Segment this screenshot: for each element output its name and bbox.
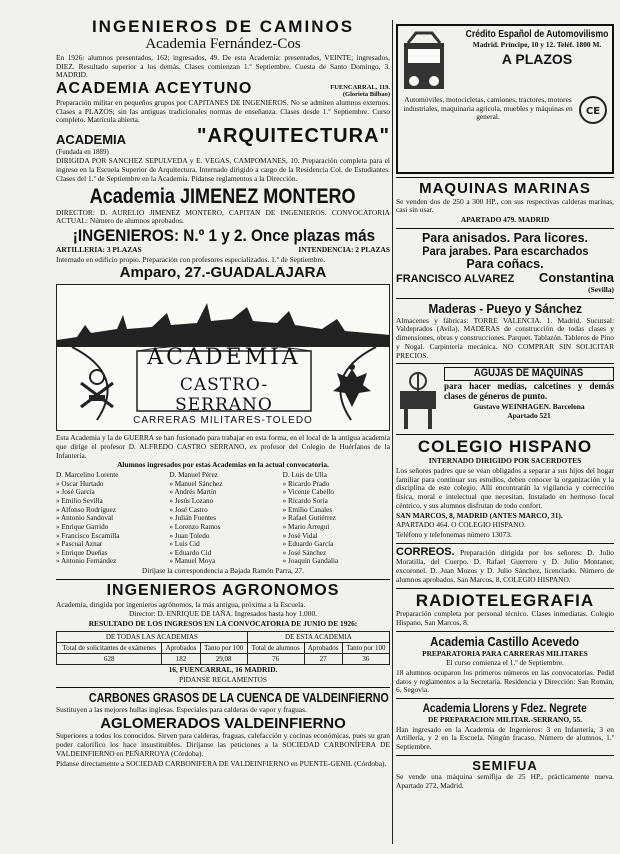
student-name: » Manuel Sánchez — [169, 479, 223, 488]
ad-credito — [396, 24, 614, 174]
ad-arquitectura — [56, 126, 390, 183]
student-name: » Jesús Lozano — [169, 496, 214, 505]
student-name: » Antonio Fernández — [56, 557, 117, 566]
student-name: » Emilio Sevilla — [56, 496, 103, 505]
divider — [396, 434, 614, 435]
jimenez-headline: ¡INGENIEROS: N.º 1 y 2. Once plazas más — [72, 226, 376, 246]
anisados-line3: Para coñacs. — [466, 256, 544, 271]
company-logo-icon — [578, 95, 608, 125]
divider — [396, 228, 614, 229]
student-name: D. Marcelino Lorente — [56, 471, 119, 480]
agronomos-address: 16, FUENCARRAL, 16 MADRID. — [168, 664, 278, 674]
castro-list-col-1 — [56, 471, 163, 566]
ad-caminos — [56, 18, 390, 80]
agronomos-results-table — [56, 631, 390, 665]
ad-castillo-acevedo — [396, 635, 614, 695]
agronomos-title: INGENIEROS AGRONOMOS — [106, 581, 340, 599]
jimenez-text2: Internado en edificio propio. Preparación con profesores especializados. 1.º de Septiembre. — [56, 254, 326, 264]
column-rule — [392, 20, 393, 844]
student-name: » Manuel Moya — [169, 557, 216, 566]
agujas-company: Gustavo WEINHAGEN. Barcelona — [473, 401, 585, 411]
agronomos-text2: Director: D. ENRIQUE DE IAÑA. Ingresados hasta hoy 1.000. — [128, 609, 317, 619]
aceytuno-title: ACADEMIA ACEYTUNO — [56, 80, 253, 98]
castro-list-col-2 — [169, 471, 276, 566]
table-value: 182 — [162, 653, 200, 664]
anisados-line1: Para anisados. Para licores. — [421, 230, 589, 245]
left-column — [56, 18, 390, 848]
table-label: Aprobados — [162, 642, 200, 653]
divider — [396, 363, 614, 364]
jimenez-text: DIRECTOR: D. AURELIO JIMENEZ MONTERO, CAPITAN DE INGENIEROS. CONVOCATORIA ACTUAL: Número de alumnos aprobados. — [56, 207, 390, 226]
svg-text:CE: CE — [585, 106, 601, 117]
jimenez-artilleria: ARTILLERIA: 3 PLAZAS — [56, 244, 142, 254]
student-name: » José García — [56, 488, 95, 497]
castro-caption: CARRERAS MILITARES-TOLEDO — [133, 415, 313, 427]
arquitectura-text: DIRIGIDA POR SANCHEZ SEPULVEDA y E. VEGAS, CAMPOMANES, 10. Preparación completa para el ingreso en la Escuela Superior de Arquitectura. Internado dirigido a cargo de la Residencia Col. de Estudiantes. Clases del 1.º de Septiembre en la Academia. Pídanse reglamentos a la Dirección. — [56, 156, 390, 183]
agujas-apartado: Apartado 521 — [507, 411, 551, 421]
credito-plazos: A PLAZOS — [501, 50, 573, 67]
ad-castro-serrano — [56, 284, 390, 576]
automobile-icon — [402, 29, 446, 95]
jimenez-intendencia: INTENDENCIA: 2 PLAZAS — [298, 244, 390, 254]
ad-carbones — [56, 691, 390, 768]
divider — [56, 579, 390, 580]
maderas-text: Almacenes y fábricas: TORRE VALENCIA. 1. Madrid. Sucursal: Valdeprados (Avila). MADERAS de construcción de todas clases y dimensiones, obras y construcciones. Parquet. Tablazón. Tableros de Pino y Nogal. Carpintería mecánica. NO COMPRAR SIN SOLICITAR PRECIOS. — [396, 315, 614, 360]
castro-footer: Diríjase la correspondencia a Bajada Ramón Parra, 27. — [142, 566, 304, 576]
maderas-title: Maderas - Pueyo y Sánchez — [428, 301, 582, 317]
table-label: Total de alumnos — [247, 642, 304, 653]
table-label: Aprobados — [304, 642, 342, 653]
ad-agujas — [396, 367, 614, 431]
aceytuno-text: Preparación militar en pequeños grupos por CAPITANES DE INGENIEROS. No se admiten alumnos externos. Clases a PLAZOS; sin las antiguas tradicionales normas de enseñanza. Clases desde 1.º Septiembre. Curso completo. Matrícula abierta. — [56, 97, 390, 125]
divider — [396, 698, 614, 699]
colegio-address: SAN MARCOS, 8, MADRID (ANTES MARCO, 31). — [396, 510, 563, 520]
castillo-title: Academia Castillo Acevedo — [430, 633, 580, 649]
table-label: Tanto por 100 — [200, 642, 247, 653]
student-name: » Francisco Escamilla — [56, 531, 120, 540]
colegio-apartado: APARTADO 464. O COLEGIO HISPANO. — [396, 520, 526, 530]
maquinas-text: Se venden dos de 250 a 300 HP., con sus respectivas calderas marinas, casi sin usar. — [396, 196, 614, 215]
maquinas-title: MAQUINAS MARINAS — [419, 180, 591, 197]
anisados-brand: FRANCISCO ALVAREZ — [396, 272, 515, 285]
student-name: » José Castro — [169, 505, 208, 514]
castro-banner-bottom: CASTRO-SERRANO — [175, 375, 273, 416]
table-value: 29,08 — [200, 653, 247, 664]
arquitectura-founded: (Fundada en 1889) — [56, 148, 109, 157]
ad-agronomos — [56, 583, 390, 684]
student-name: » Lorenzo Ramos — [169, 522, 221, 531]
ad-aceytuno — [56, 81, 390, 125]
ad-anisados — [396, 232, 614, 295]
student-name: » José Sánchez — [282, 548, 327, 557]
castro-list-col-3 — [283, 471, 390, 566]
castillo-text1: El curso comienza el 1.º de Septiembre. — [446, 658, 564, 668]
castro-text: Esta Academia y la de GUERRA se han fusionado para trabajar en esta forma, en el local de la antigua academia que dirige el profesor D. ALFREDO CASTRO SERRANO, ex profesor del Colegio de Huérfanos de la Infantería. — [56, 433, 390, 460]
student-name: » Julián Fuentes — [169, 514, 217, 523]
student-name: » Antonio Sandoval — [56, 514, 114, 523]
student-name: » Joaquín Gandalia — [282, 557, 339, 566]
divider — [396, 177, 614, 178]
caminos-text: En 1926: alumnos presentados, 162; ingresados, 49. De esta Academia: presentados, VEINTE; ingresados, DIEZ. Resultado superior a los demás. Clases comienzan 1.º Septiembre. Cuesta de Santo Domingo, 3. MADRID. — [56, 52, 390, 80]
table-head-this: DE ESTA ACADEMIA — [247, 631, 389, 642]
credito-title: Crédito Español de Automovilismo — [465, 28, 609, 40]
right-column — [396, 18, 614, 848]
eagle-emblem-icon — [329, 361, 375, 411]
agronomos-text1: Academia, dirigida por ingenieros agrónomos, la más antigua, próxima a la Escuela. — [56, 599, 306, 609]
agujas-text: para hacer medias, calcetines y demás clases de géneros de punto. — [444, 380, 614, 401]
student-name: » José Vidal — [282, 531, 318, 540]
ad-correos — [396, 547, 614, 585]
student-name: » Luis Cid — [169, 540, 200, 549]
agronomos-text3: RESULTADO DE LOS INGRESOS EN LA CONVOCATORIA DE JUNIO DE 1926: — [88, 619, 358, 629]
arquitectura-title: "ARQUITECTURA" — [197, 125, 390, 148]
caminos-subtitle: Academia Fernández-Cos — [145, 35, 301, 52]
llorens-title: Academia Llorens y Fdez. Negrete — [422, 701, 588, 716]
jimenez-address: Amparo, 27.-GUADALAJARA — [119, 264, 327, 282]
divider — [396, 755, 614, 756]
student-name: » Emilio Canales — [282, 505, 333, 514]
credito-address: Madrid. Príncipe, 10 y 12. Teléf. 1800 M. — [472, 40, 602, 50]
maquinas-address: APARTADO 479. MADRID — [460, 215, 550, 225]
student-name: » Eduardo García — [282, 540, 334, 549]
table-label: Total de solicitantes de exámenes — [57, 642, 162, 653]
carbones-text3: Pídanse directamente a SOCIEDAD CARBONIFERA DE VALDEINFIERNO en PUENTE-GENIL (Córdoba). — [56, 758, 387, 768]
castillo-subtitle: PREPARATORIA PARA CARRERAS MILITARES — [422, 648, 588, 658]
agujas-title: AGUJAS DE MAQUINAS — [474, 367, 584, 380]
student-name: » Alfonso Rodríguez — [56, 505, 116, 514]
student-name: » Rafael Gutiérrez — [282, 514, 336, 523]
castro-list-header: Alumnos ingresados por estas Academias en la actual convocatoria. — [117, 460, 329, 470]
llorens-subtitle: DE PREPARACION MILITAR.-SERRANO, 55. — [427, 714, 583, 724]
caminos-title: INGENIEROS DE CAMINOS — [91, 18, 355, 36]
castillo-text2: 18 alumnos ocuparon los primeros números en las convocatorias. Pedid datos y reglamentos a la Secretaría. Residencia y Dirección: San Román, 6, Segovia. — [396, 668, 614, 695]
anisados-city: Constantina — [538, 269, 614, 285]
ad-colegio-hispano — [396, 438, 614, 539]
llorens-text: Han ingresado en la Academia de Ingenieros: 3 en Infantería, 3 en Artillería, y 2 en la Escuela. Ningún fracaso. Número de alumnos, 1.º Septiembre. — [396, 724, 614, 752]
student-name: » Eduardo Cid — [169, 548, 212, 557]
divider — [56, 687, 390, 688]
student-name: » Oscar Hurtado — [56, 479, 104, 488]
table-value: 36 — [342, 653, 389, 664]
castro-engraving — [56, 284, 390, 431]
ad-llorens — [396, 702, 614, 752]
colegio-telefono: Teléfono y telefonemas número 13073. — [396, 530, 512, 540]
arquitectura-label: ACADEMIA — [56, 132, 127, 148]
student-name: D. Manuel Pérez — [169, 471, 218, 480]
table-value: 76 — [247, 653, 304, 664]
colegio-title: COLEGIO HISPANO — [417, 437, 593, 457]
radio-text: Preparación completa por personal técnico. Clases inmediatas. Colegio Hispano, San Marcos, 8. — [396, 609, 614, 628]
student-name: » Enrique Garrido — [56, 522, 109, 531]
colegio-subtitle: INTERNADO DIRIGIDO POR SACERDOTES — [428, 456, 582, 466]
carbones-text2: Superiores a todos los conocidos. Sirven para calderas, fraguas, calefacción y cocinas económicas, pues su gran poder calorífico los hace insustituibles. Diríjanse las peticiones a la SOCIEDAD CARBONÍFERA DE VALDEINFIERNO en PEÑARROYA (Córdoba). — [56, 731, 390, 758]
ad-maquinas-marinas — [396, 181, 614, 225]
divider — [396, 543, 614, 544]
student-name: » Ricardo Soria — [282, 496, 328, 505]
table-value: 27 — [304, 653, 342, 664]
semifua-title: SEMIFUA — [472, 757, 538, 773]
carbones-subtitle: AGLOMERADOS VALDEINFIERNO — [100, 714, 346, 732]
castro-banner-top: ACADEMIA — [147, 345, 301, 371]
anisados-region: (Sevilla) — [588, 285, 614, 295]
student-name: » Ricardo Prado — [282, 479, 330, 488]
divider — [396, 588, 614, 589]
castro-student-list — [56, 471, 390, 566]
student-name: » Juan Toledo — [169, 531, 210, 540]
colegio-text: Los señores padres que se vean obligados a separar a sus hijos del hogar familiar para continuar sus estudios, deben conocer la organización y la disciplina de este colegio. Allí encontrarán la vigilancia y corrección física, moral e intelectual que necesitan. Instalado en hermoso local céntrico, y sus alumnos disfrutan de todo confort. — [396, 465, 614, 510]
student-name: » Pascual Aznar — [56, 540, 103, 549]
anisados-line2: Para jarabes. Para escarchados — [421, 244, 589, 259]
knitting-machine-icon — [396, 367, 440, 431]
jimenez-title: Academia JIMENEZ MONTERO — [90, 184, 356, 208]
ad-semifua — [396, 759, 614, 791]
carbones-title: CARBONES GRASOS DE LA CUENCA DE VALDEINFIERNO — [88, 690, 389, 706]
student-name: D. Luis de Ulla — [282, 471, 327, 480]
carbones-text1: Sustituyen a las mejores hullas inglesas. Especiales para calderas de vapor y fraguas. — [56, 704, 307, 714]
correos-text: Preparación dirigida por los señores: D. Julio Moratilla, del Cuerpo. D. Rafael Guerrero y D. Julio Montaner, excoronel. D. Juan Mozos y D. Julio Sánchez, licenciado. Número de alumnos aprobados. San Marcos, 8, COLEGIO HISPANO. — [396, 547, 614, 584]
student-name: » Enrique Dueñas — [56, 548, 108, 557]
table-value: 628 — [57, 653, 162, 664]
semifua-text: Se vende una máquina semifija de 25 HP., prácticamente nueva. Apartado 272, Madrid. — [396, 772, 614, 791]
ad-jimenez-montero — [56, 186, 390, 282]
divider — [396, 631, 614, 632]
ad-radiotelegrafia — [396, 592, 614, 628]
table-label: Tanto por 100 — [342, 642, 389, 653]
student-name: » Andrés Martín — [169, 488, 217, 497]
artillery-emblem-icon — [75, 365, 119, 411]
credito-items: Automóviles, motocicletas, camiones, tractores, motores industriales, maquinaria agrícola, muebles y máquinas en general. — [403, 95, 573, 122]
aceytuno-address: FUENCARRAL, 119. (Glorieta Bilbao) — [330, 83, 390, 98]
student-name: » Mario Arregui — [282, 522, 330, 531]
agronomos-footer: PIDANSE REGLAMENTOS — [179, 674, 267, 684]
ad-maderas — [396, 302, 614, 360]
radio-title: RADIOTELEGRAFIA — [415, 590, 595, 610]
divider — [396, 298, 614, 299]
correos-label: CORREOS. — [396, 545, 455, 558]
table-head-all: DE TODAS LAS ACADEMIAS — [57, 631, 248, 642]
student-name: » Vicente Cabello — [282, 488, 334, 497]
